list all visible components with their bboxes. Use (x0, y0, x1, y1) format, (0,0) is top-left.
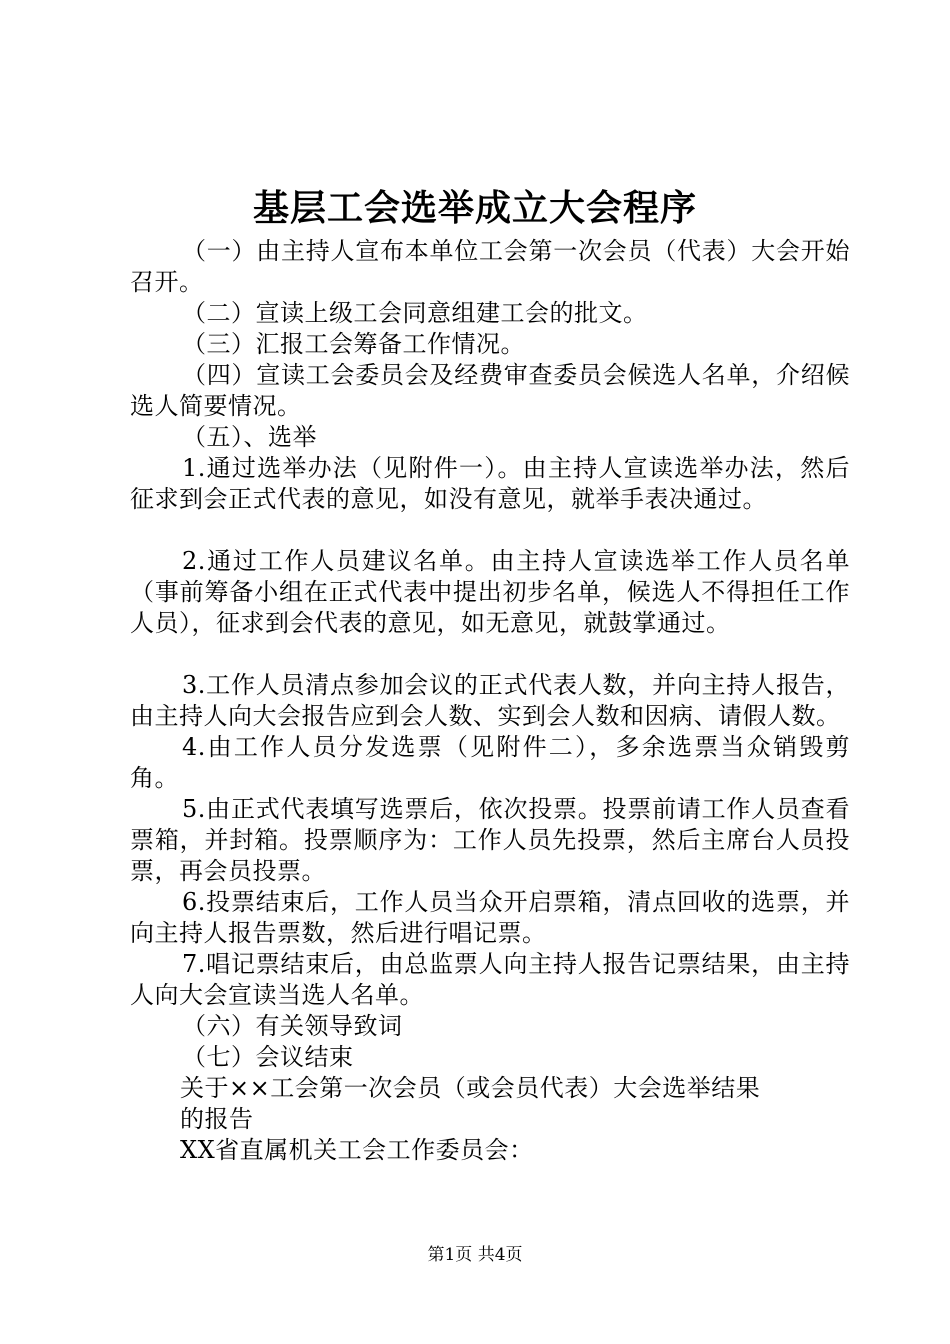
paragraph-1: （一）由主持人宣布本单位工会第一次会员（代表）大会开始召开。 (130, 237, 850, 296)
paragraph-5: （五）、选举 (182, 423, 317, 451)
report-heading-line-2: 的报告 (180, 1105, 254, 1133)
page-footer: 第1页 共4页 (427, 1245, 523, 1265)
paragraph-3: （三）汇报工会筹备工作情况。 (182, 330, 525, 358)
report-heading-line-1: 关于××工会第一次会员（或会员代表）大会选举结果 (180, 1074, 761, 1102)
paragraph-election-step-4: 4.由工作人员分发选票（见附件二），多余选票当众销毁剪角。 (130, 733, 850, 792)
paragraph-election-step-7: 7.唱记票结束后，由总监票人向主持人报告记票结果，由主持人向大会宣读当选人名单。 (130, 950, 850, 1009)
page-title: 基层工会选举成立大会程序 (252, 187, 697, 229)
paragraph-7: （七）会议结束 (182, 1043, 354, 1071)
paragraph-election-step-2: 2.通过工作人员建议名单。由主持人宣读选举工作人员名单（事前筹备小组在正式代表中提出初步名单，候选人不得担任工作人员），征求到会代表的意见，如无意见，就鼓掌通过。 (130, 547, 850, 637)
paragraph-election-step-6: 6.投票结束后，工作人员当众开启票箱，清点回收的选票，并向主持人报告票数，然后进行唱记票。 (130, 888, 850, 947)
document-body (130, 236, 850, 1166)
report-salutation: XX省直属机关工会工作委员会： (180, 1136, 534, 1164)
paragraph-4: （四）宣读工会委员会及经费审查委员会候选人名单，介绍候选人简要情况。 (130, 361, 850, 420)
paragraph-2: （二）宣读上级工会同意组建工会的批文。 (182, 299, 648, 327)
paragraph-election-step-3: 3.工作人员清点参加会议的正式代表人数，并向主持人报告，由主持人向大会报告应到会人数、实到会人数和因病、请假人数。 (130, 671, 850, 730)
paragraph-election-step-1: 1.通过选举办法（见附件一）。由主持人宣读选举办法，然后征求到会正式代表的意见，如没有意见，就举手表决通过。 (130, 454, 850, 513)
paragraph-election-step-5: 5.由正式代表填写选票后，依次投票。投票前请工作人员查看票箱，并封箱。投票顺序为：工作人员先投票，然后主席台人员投票，再会员投票。 (130, 795, 850, 885)
paragraph-6: （六）有关领导致词 (182, 1012, 403, 1040)
